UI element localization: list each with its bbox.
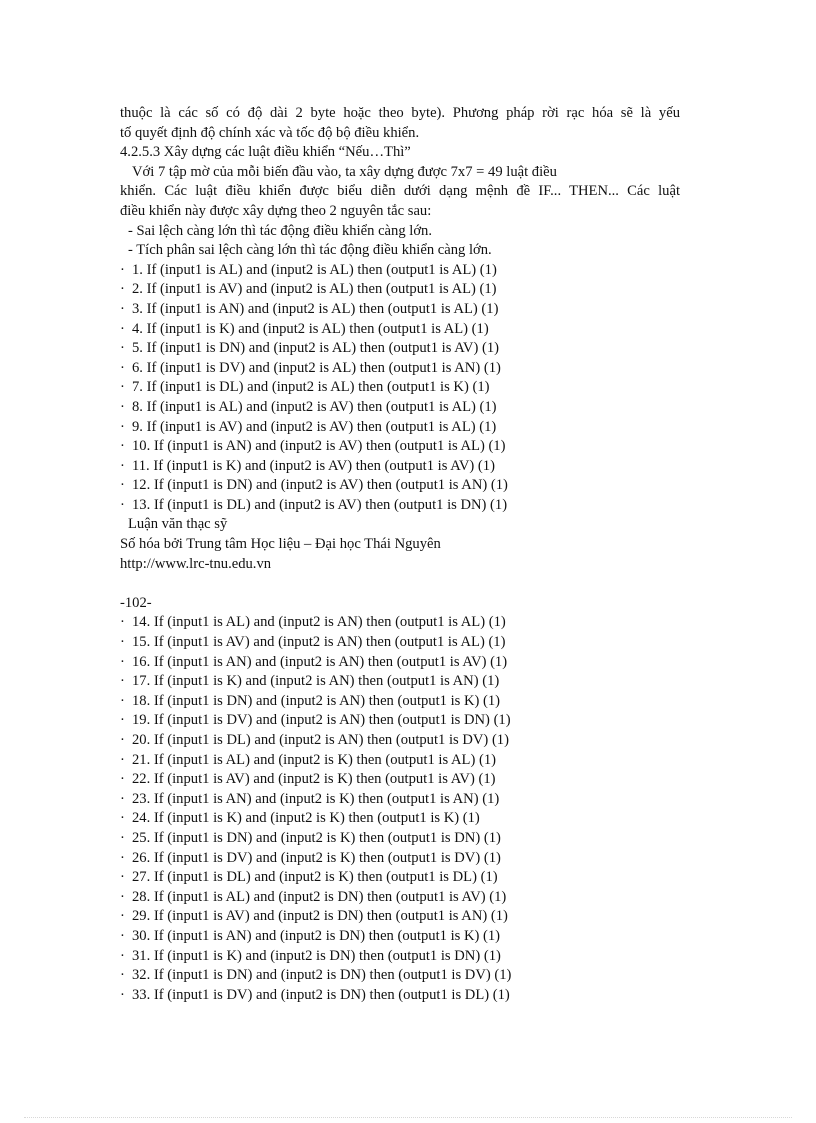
rule-item bbox=[120, 398, 680, 418]
bullet-icon: · bbox=[120, 673, 125, 690]
rule-text: 11. If (input1 is K) and (input2 is AV) then (output1 is AV) (1) bbox=[132, 457, 495, 474]
rule-item bbox=[120, 320, 680, 340]
rule-item bbox=[120, 457, 680, 477]
bullet-icon: · bbox=[120, 927, 125, 944]
rule-item bbox=[120, 966, 680, 986]
rule-text: 13. If (input1 is DL) and (input2 is AV) then (output1 is DN) (1) bbox=[132, 496, 508, 513]
rule-item bbox=[120, 927, 680, 947]
rule-item bbox=[120, 672, 680, 692]
rule-item bbox=[120, 751, 680, 771]
rule-item bbox=[120, 261, 680, 281]
rule-item bbox=[120, 437, 680, 457]
bullet-icon: · bbox=[120, 810, 125, 827]
bullet-icon: · bbox=[120, 634, 125, 651]
rule-item bbox=[120, 339, 680, 359]
source-url: http://www.lrc-tnu.edu.vn bbox=[120, 555, 272, 572]
rule-item bbox=[120, 790, 680, 810]
rule-item bbox=[120, 947, 680, 967]
rule-text: 1. If (input1 is AL) and (input2 is AL) then (output1 is AL) (1) bbox=[132, 261, 497, 278]
rule-item bbox=[120, 907, 680, 927]
rule-item bbox=[120, 359, 680, 379]
rule-text: 17. If (input1 is K) and (input2 is AN) then (output1 is AN) (1) bbox=[132, 673, 500, 690]
rule-item bbox=[120, 770, 680, 790]
intro-line: Với 7 tập mờ của mỗi biến đầu vào, ta xây dựng được 7x7 = 49 luật điều bbox=[132, 163, 557, 180]
rule-text: 21. If (input1 is AL) and (input2 is K) then (output1 is AL) (1) bbox=[132, 751, 496, 768]
rules-list-page2 bbox=[120, 613, 680, 1005]
rule-item bbox=[120, 378, 680, 398]
rule-item bbox=[120, 280, 680, 300]
rule-item bbox=[120, 986, 680, 1006]
rule-item bbox=[120, 868, 680, 888]
rule-text: 16. If (input1 is AN) and (input2 is AN) then (output1 is AV) (1) bbox=[132, 653, 508, 670]
rule-item bbox=[120, 731, 680, 751]
rule-text: 28. If (input1 is AL) and (input2 is DN) then (output1 is AV) (1) bbox=[132, 888, 507, 905]
bullet-icon: · bbox=[120, 398, 125, 415]
bullet-icon: · bbox=[120, 908, 125, 925]
rule-text: 10. If (input1 is AN) and (input2 is AV) then (output1 is AL) (1) bbox=[132, 438, 506, 455]
digitized-by-label: Số hóa bởi Trung tâm Học liệu – Đại học Thái Nguyên bbox=[120, 536, 441, 553]
principle-line: - Tích phân sai lệch càng lớn thì tác động điều khiển càng lớn. bbox=[128, 242, 492, 259]
rule-item bbox=[120, 809, 680, 829]
bullet-icon: · bbox=[120, 829, 125, 846]
principle-line: - Sai lệch càng lớn thì tác động điều khiển càng lớn. bbox=[128, 222, 432, 239]
rule-item bbox=[120, 496, 680, 516]
rule-text: 6. If (input1 is DV) and (input2 is AL) then (output1 is AN) (1) bbox=[132, 359, 501, 376]
rule-text: 18. If (input1 is DN) and (input2 is AN) then (output1 is K) (1) bbox=[132, 692, 501, 709]
rule-text: 8. If (input1 is AL) and (input2 is AV) then (output1 is AL) (1) bbox=[132, 398, 497, 415]
bullet-icon: · bbox=[120, 849, 125, 866]
bullet-icon: · bbox=[120, 340, 125, 357]
rule-item bbox=[120, 633, 680, 653]
rule-text: 32. If (input1 is DN) and (input2 is DN) then (output1 is DV) (1) bbox=[132, 967, 512, 984]
bullet-icon: · bbox=[120, 692, 125, 709]
rule-text: 7. If (input1 is DL) and (input2 is AL) then (output1 is K) (1) bbox=[132, 379, 490, 396]
bullet-icon: · bbox=[120, 457, 125, 474]
rule-item bbox=[120, 613, 680, 633]
bullet-icon: · bbox=[120, 320, 125, 337]
rule-text: 24. If (input1 is K) and (input2 is K) then (output1 is K) (1) bbox=[132, 810, 480, 827]
rule-text: 33. If (input1 is DV) and (input2 is DN) then (output1 is DL) (1) bbox=[132, 986, 510, 1003]
bullet-icon: · bbox=[120, 379, 125, 396]
rule-item bbox=[120, 476, 680, 496]
rule-item bbox=[120, 418, 680, 438]
rule-text: 4. If (input1 is K) and (input2 is AL) then (output1 is AL) (1) bbox=[132, 320, 489, 337]
bullet-icon: · bbox=[120, 732, 125, 748]
rule-item bbox=[120, 653, 680, 673]
rule-text: 2. If (input1 is AV) and (input2 is AL) then (output1 is AL) (1) bbox=[132, 281, 497, 298]
bullet-icon: · bbox=[120, 751, 125, 768]
rule-text: 29. If (input1 is AV) and (input2 is DN) then (output1 is AN) (1) bbox=[132, 908, 508, 925]
bullet-icon: · bbox=[120, 712, 125, 729]
rule-text: 26. If (input1 is DV) and (input2 is K) then (output1 is DV) (1) bbox=[132, 849, 501, 866]
bullet-icon: · bbox=[120, 986, 125, 1003]
rule-item bbox=[120, 300, 680, 320]
rule-text: 5. If (input1 is DN) and (input2 is AL) then (output1 is AV) (1) bbox=[132, 340, 499, 357]
bullet-icon: · bbox=[120, 614, 125, 631]
rule-item bbox=[120, 692, 680, 712]
rule-text: 25. If (input1 is DN) and (input2 is K) then (output1 is DN) (1) bbox=[132, 829, 501, 846]
document-page bbox=[120, 104, 680, 1005]
rule-text: 14. If (input1 is AL) and (input2 is AN) then (output1 is AL) (1) bbox=[132, 614, 506, 631]
rule-text: 3. If (input1 is AN) and (input2 is AL) then (output1 is AL) (1) bbox=[132, 300, 499, 317]
rule-item bbox=[120, 829, 680, 849]
rule-text: 30. If (input1 is AN) and (input2 is DN) then (output1 is K) (1) bbox=[132, 927, 501, 944]
bullet-icon: · bbox=[120, 477, 125, 494]
intro-line: khiển. Các luật điều khiển được biểu diễn dưới dạng mệnh đề IF... THEN... Các luật bbox=[120, 183, 680, 200]
rule-text: 19. If (input1 is DV) and (input2 is AN) then (output1 is DN) (1) bbox=[132, 712, 511, 729]
bullet-icon: · bbox=[120, 359, 125, 376]
section-heading: 4.2.5.3 Xây dựng các luật điều khiển “Nếu…Thì” bbox=[120, 144, 411, 161]
bullet-icon: · bbox=[120, 790, 125, 807]
bullet-icon: · bbox=[120, 281, 125, 298]
bullet-icon: · bbox=[120, 261, 125, 278]
rule-text: 23. If (input1 is AN) and (input2 is K) then (output1 is AN) (1) bbox=[132, 790, 500, 807]
bullet-icon: · bbox=[120, 869, 125, 886]
bullet-icon: · bbox=[120, 418, 125, 435]
intro-line: điều khiển này được xây dựng theo 2 nguyên tắc sau: bbox=[120, 202, 432, 219]
paragraph-line: tố quyết định độ chính xác và tốc độ bộ điều khiển. bbox=[120, 124, 420, 141]
rule-text: 31. If (input1 is K) and (input2 is DN) then (output1 is DN) (1) bbox=[132, 947, 501, 964]
thesis-label: Luận văn thạc sỹ bbox=[128, 516, 228, 533]
bullet-icon: · bbox=[120, 888, 125, 905]
rule-text: 15. If (input1 is AV) and (input2 is AN) then (output1 is AL) (1) bbox=[132, 634, 506, 651]
page-bottom-divider bbox=[24, 1117, 792, 1118]
bullet-icon: · bbox=[120, 496, 125, 513]
rule-text: 27. If (input1 is DL) and (input2 is K) then (output1 is DL) (1) bbox=[132, 869, 498, 886]
rule-item bbox=[120, 849, 680, 869]
bullet-icon: · bbox=[120, 438, 125, 455]
paragraph-line: thuộc là các số có độ dài 2 byte hoặc theo byte). Phương pháp rời rạc hóa sẽ là yếu bbox=[120, 105, 680, 121]
rule-item bbox=[120, 711, 680, 731]
bullet-icon: · bbox=[120, 947, 125, 964]
bullet-icon: · bbox=[120, 300, 125, 317]
rule-text: 20. If (input1 is DL) and (input2 is AN) then (output1 is DV) (1) bbox=[132, 732, 509, 748]
rules-list-page1 bbox=[120, 261, 680, 516]
rule-text: 9. If (input1 is AV) and (input2 is AV) then (output1 is AL) (1) bbox=[132, 418, 497, 435]
rule-item bbox=[120, 888, 680, 908]
bullet-icon: · bbox=[120, 653, 125, 670]
rule-text: 12. If (input1 is DN) and (input2 is AV) then (output1 is AN) (1) bbox=[132, 477, 508, 494]
blank-line bbox=[120, 574, 680, 594]
rule-text: 22. If (input1 is AV) and (input2 is K) then (output1 is AV) (1) bbox=[132, 771, 496, 788]
page-number: -102- bbox=[120, 594, 152, 611]
bullet-icon: · bbox=[120, 771, 125, 788]
bullet-icon: · bbox=[120, 967, 125, 984]
